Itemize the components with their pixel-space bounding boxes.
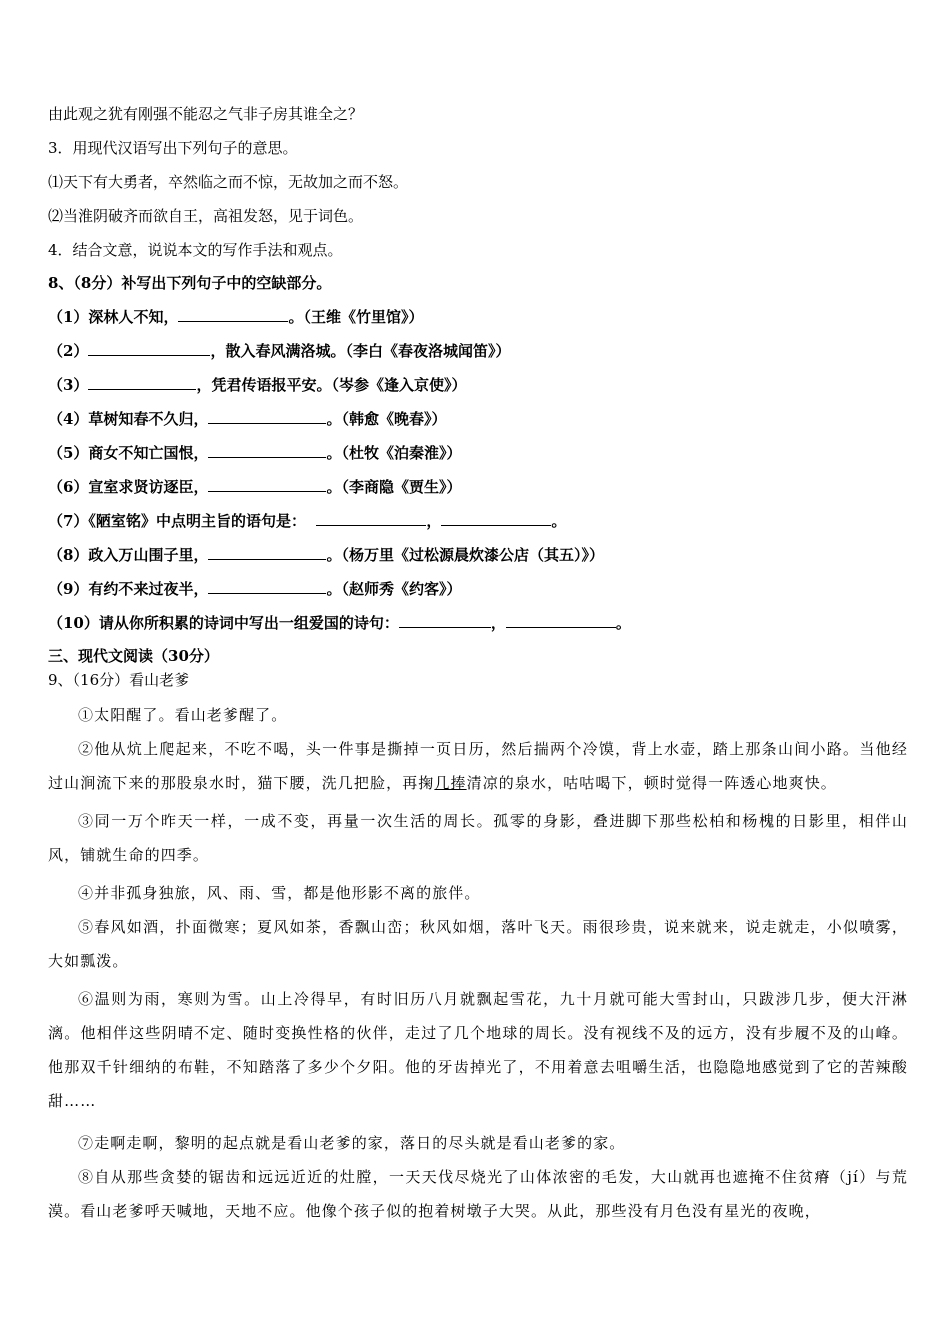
fill-item-source: 。: [551, 512, 567, 530]
paragraph-text: （jí）与荒漠。看山老爹呼天喊地，天地不应。他像个孩子似的抱着树墩子大哭。从此，那些没有月色没有星光的夜晚，: [48, 1168, 908, 1220]
answer-blank[interactable]: [88, 341, 210, 356]
passage-paragraph-8: [48, 1160, 908, 1228]
answer-blank[interactable]: [208, 579, 326, 594]
fill-item-source: 。（王维《竹里馆》）: [288, 308, 424, 326]
question-3-item-2: ⑵当淮阴破齐而欲自王，高祖发怒，见于词色。: [48, 207, 364, 225]
fill-item-10: [48, 613, 914, 633]
fill-item-text: （6）宣室求贤访逐臣，: [48, 478, 209, 496]
fill-item-text: （1）深林人不知，: [48, 308, 179, 326]
paragraph-text: 清凉的泉水，咕咕喝下，顿时觉得一阵透心地爽快。: [466, 774, 837, 792]
answer-blank[interactable]: [208, 409, 326, 424]
passage-paragraph-6: ⑥温则为雨，寒则为雪。山上冷得早，有时旧历八月就飘起雪花，九十月就可能大雪封山，只跋涉几步，便大汗淋漓。他相伴这些阴晴不定、随时变换性格的伙伴，走过了几个地球的周长。没有视线不及的远方，没有步履不及的山峰。他那双千针细纳的布鞋，不知踏落了多少个夕阳。他的牙齿掉光了，不用着意去咀嚼生活，也隐隐地感觉到了它的苦辣酸甜……: [48, 990, 908, 1110]
fill-item-source: 。（李商隐《贾生》）: [326, 478, 462, 496]
question-9-title: 9、（16分）看山老爹: [48, 671, 190, 689]
fill-item-source: 。（赵师秀《约客》）: [326, 580, 462, 598]
answer-blank[interactable]: [208, 545, 326, 560]
question-3-title: 3．用现代汉语写出下列句子的意思。: [48, 139, 298, 157]
section-3-heading: 三、现代文阅读（30分）: [48, 647, 219, 665]
fill-item-text: （2）: [48, 342, 89, 360]
passage-paragraph-5: ⑤春风如酒，扑面微寒；夏风如茶，香飘山峦；秋风如烟，落叶飞天。雨很珍贵，说来就来，说走就走，小似喷雾，大如瓢泼。: [48, 918, 908, 970]
answer-blank[interactable]: [88, 375, 196, 390]
fill-item-2: [48, 341, 914, 361]
fill-item-3: [48, 375, 914, 395]
fill-item-text: （7）《陋室铭》中点明主旨的语句是：: [48, 512, 306, 530]
fill-item-source: 。（杨万里《过松源晨炊漆公店（其五）》）: [326, 546, 604, 564]
fill-item-source: 。（杜牧《泊秦淮》）: [326, 444, 462, 462]
answer-blank[interactable]: [178, 307, 288, 322]
text-line: 由此观之犹有刚强不能忍之气非子房其谁全之？: [48, 105, 364, 123]
passage-paragraph-3: ③同一万个昨天一样，一成不变，再量一次生活的周长。孤零的身影，叠进脚下那些松柏和杨槐的日影里，相伴山风，铺就生命的四季。: [48, 812, 908, 864]
underlined-word: 几捧: [434, 774, 467, 792]
fill-item-source: ，凭君传语报平安。（岑参《逢入京使》）: [196, 376, 467, 394]
question-3-item-1: ⑴天下有大勇者，卒然临之而不惊，无故加之而不怒。: [48, 173, 409, 191]
fill-item-text: （10）请从你所积累的诗词中写出一组爱国的诗句：: [48, 614, 399, 632]
fill-item-text: （5）商女不知亡国恨，: [48, 444, 209, 462]
fill-item-7: [48, 511, 914, 531]
fill-item-source: ，散入春风满洛城。（李白《春夜洛城闻笛》）: [210, 342, 511, 360]
answer-blank[interactable]: [316, 511, 426, 526]
paragraph-text: ②他从炕上爬起来，不吃不喝，头一件事是撕掉一页日历，然后揣两个冷馍，背上水壶，踏上那条山间小路。当他经过山涧流下来的那股泉水时，猫下腰，洗几把脸，再掬: [48, 740, 908, 792]
fill-item-9: [48, 579, 914, 599]
answer-blank[interactable]: [506, 613, 616, 628]
passage-paragraph-2: [48, 732, 908, 800]
answer-blank[interactable]: [208, 443, 326, 458]
fill-item-text: （9）有约不来过夜半，: [48, 580, 209, 598]
fill-item-4: [48, 409, 914, 429]
answer-blank[interactable]: [441, 511, 551, 526]
question-8-title: 8、（8分）补写出下列句子中的空缺部分。: [48, 274, 332, 292]
answer-blank[interactable]: [208, 477, 326, 492]
fill-item-1: [48, 307, 914, 327]
fill-item-5: [48, 443, 914, 463]
passage-paragraph-7: ⑦走啊走啊，黎明的起点就是看山老爹的家，落日的尽头就是看山老爹的家。: [78, 1134, 626, 1152]
passage-paragraph-4: ④并非孤身独旅，风、雨、雪，都是他形影不离的旅伴。: [78, 884, 481, 902]
question-4-title: 4．结合文意，说说本文的写作手法和观点。: [48, 241, 343, 259]
fill-item-text: （8）政入万山围子里，: [48, 546, 209, 564]
answer-blank[interactable]: [399, 613, 491, 628]
passage-paragraph-1: ①太阳醒了。看山老爹醒了。: [78, 706, 288, 724]
fill-item-6: [48, 477, 914, 497]
fill-item-text: （3）: [48, 376, 89, 394]
fill-item-separator: ，: [490, 614, 506, 632]
fill-item-text: （4）草树知春不久归，: [48, 410, 209, 428]
fill-item-separator: ，: [426, 512, 442, 530]
paragraph-text: ⑧自从那些贪婪的锯齿和远远近近的灶膛，一天天伐尽烧光了山体浓密的毛发，大山就再也遮掩不住贫瘠: [78, 1168, 831, 1186]
fill-item-8: [48, 545, 914, 565]
fill-item-source: 。（韩愈《晚春》）: [326, 410, 447, 428]
fill-item-source: 。: [615, 614, 631, 632]
